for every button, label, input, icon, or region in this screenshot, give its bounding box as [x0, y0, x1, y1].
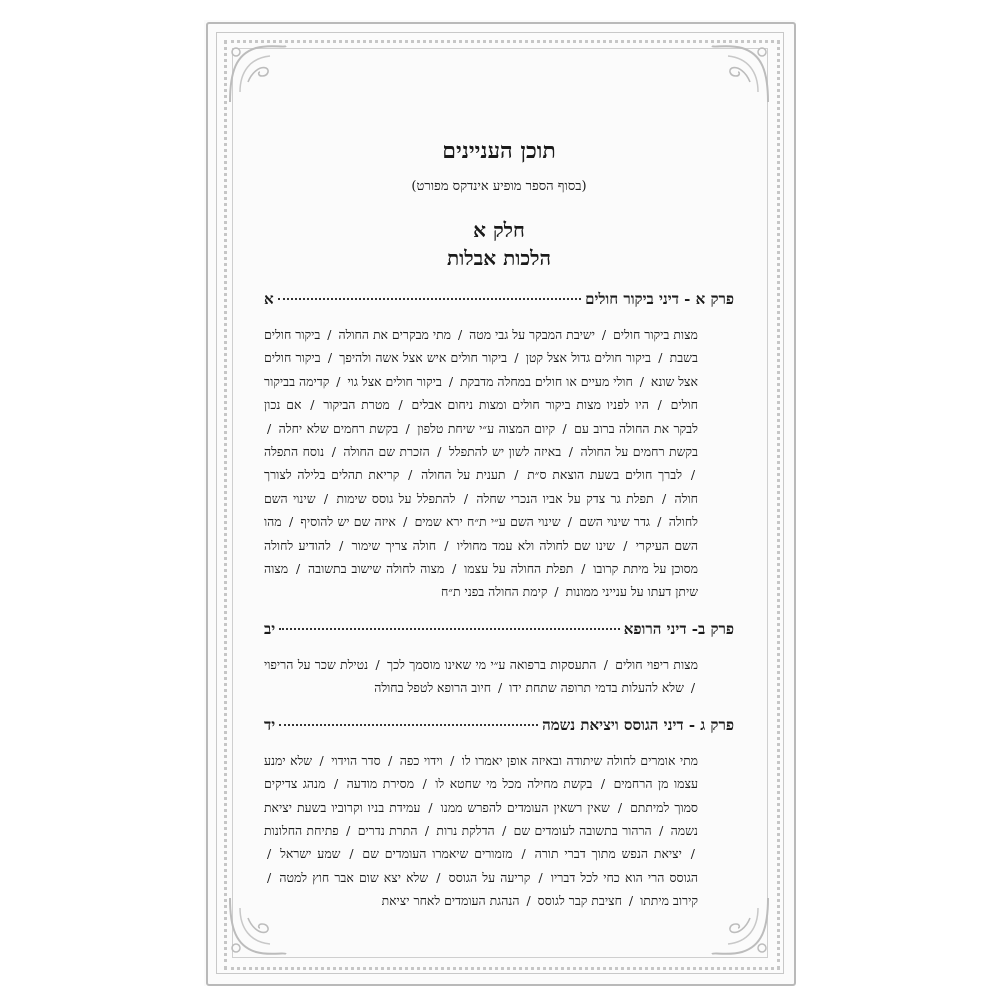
topic-separator: /: [690, 846, 695, 862]
topic-item: תפלת גר צדק על אביו הנכרי שחלה: [476, 490, 654, 506]
topic-item: מצוה שיתן דעתו על ענייני ממונות: [264, 561, 698, 600]
chapter-title: פרק א - דיני ביקור חולים: [585, 290, 734, 308]
topic-separator: /: [603, 656, 608, 672]
dot-leader: [279, 724, 538, 726]
topic-separator: /: [457, 327, 463, 342]
topic-separator: /: [331, 444, 336, 460]
topic-separator: /: [502, 822, 507, 838]
topic-item: שאין רשאין העומדים להפרש ממנו: [440, 799, 610, 815]
topic-separator: /: [659, 822, 664, 838]
topic-item: התעסקות ברפואה ע״י מי שאינו מוסמך לכך: [387, 656, 597, 672]
topic-item: חציבת קבר לגוסס: [537, 893, 622, 909]
topic-separator: /: [521, 846, 526, 862]
topic-item: שינוי השם לחולה: [264, 490, 698, 530]
topic-separator: /: [375, 656, 380, 672]
topic-separator: /: [498, 680, 503, 696]
topic-item: עמידת בניו וקרוביו בשעת יציאת נשמה: [264, 799, 698, 838]
topic-separator: /: [436, 869, 441, 885]
topic-item: מהו השם העיקרי: [264, 514, 698, 553]
topic-item: ביקור חולים בשבת: [264, 327, 698, 366]
topic-item: מזמורים שיאמרו העומדים שם: [362, 846, 513, 862]
topic-item: מתי מבקרים את החולה: [338, 327, 452, 342]
topic-item: שלא ימנע עצמו מן הרחמים: [264, 752, 698, 792]
topic-separator: /: [452, 561, 457, 577]
chapter-entry: [264, 290, 734, 309]
topic-separator: /: [690, 467, 695, 483]
topic-separator: /: [428, 799, 433, 815]
topic-separator: /: [339, 537, 344, 553]
topic-separator: /: [514, 350, 519, 366]
topic-item: מצות ביקור חולים: [613, 327, 698, 342]
topic-item: קדימה בביקור חולים: [264, 373, 698, 413]
topic-separator: /: [267, 420, 272, 436]
topic-item: הנהגת העומדים לאחר יציאת: [381, 893, 520, 909]
topic-item: פתיחת החלונות: [264, 822, 339, 838]
topic-item: להתפלל על גוסס שימות: [336, 490, 456, 506]
page-subtitle: (בסוף הספר מופיע אינדקס מפורט): [411, 179, 587, 194]
table-of-contents: [264, 138, 734, 929]
chapter-entry: [264, 716, 734, 735]
topic-separator: /: [388, 752, 393, 768]
topic-separator: /: [617, 799, 623, 815]
chapter-topics: [264, 653, 698, 700]
topic-item: מצות ריפוי חולים: [615, 656, 699, 672]
topic-separator: /: [567, 514, 572, 530]
topic-item: יציאת הנפש מתוך דברי תורה: [534, 846, 682, 862]
topic-separator: /: [463, 490, 468, 506]
topic-item: גדר שינוי השם: [579, 514, 650, 530]
topic-separator: /: [408, 467, 413, 483]
chapter-title: פרק ג - דיני הגוסס ויציאת נשמה: [542, 715, 734, 734]
topic-item: הזכרת שם החולה: [343, 444, 430, 460]
chapter-title: פרק ב- דיני הרופא: [623, 619, 734, 638]
topic-separator: /: [267, 846, 272, 862]
topic-item: סדר הוידוי: [331, 752, 381, 768]
topic-separator: /: [310, 397, 315, 413]
topic-item: ביקור חולים אצל גוי: [347, 373, 442, 389]
topic-item: להודיע לחולה מסוכן על מיתת קרובו: [264, 537, 698, 577]
topic-item: באיזה לשון יש להתפלל: [448, 444, 562, 460]
corner-ornament-icon: [226, 42, 290, 106]
chapter-page-number: א: [264, 290, 274, 308]
topic-separator: /: [581, 561, 586, 577]
dot-leader: [278, 298, 581, 300]
part-name: הלכות אבלות: [446, 246, 552, 270]
topic-separator: /: [424, 822, 430, 838]
topic-item: חולה צריך שימור: [351, 537, 437, 553]
topic-separator: /: [403, 514, 408, 530]
topic-separator: /: [327, 327, 332, 342]
chapter-page-number: יד: [264, 715, 276, 734]
dot-leader: [279, 628, 620, 630]
topic-item: שלא להעלות בדמי תרופה שתחת ידו: [509, 680, 684, 696]
topic-separator: /: [444, 537, 449, 553]
topic-item: מטרת הביקור: [323, 397, 390, 413]
topic-item: שלא יצא שום אבר חוץ למטה: [279, 869, 429, 885]
topic-item: נוסח התפלה: [264, 444, 325, 460]
topic-separator: /: [422, 776, 427, 792]
topic-separator: /: [658, 350, 663, 366]
topic-item: איזה שם יש להוסיף: [300, 514, 396, 530]
topic-item: חיוב הרופא לטפל בחולה: [374, 680, 492, 696]
topic-item: קירוב מיתתו: [640, 893, 698, 909]
topic-separator: /: [628, 893, 634, 909]
topic-item: ביקור חולים אצל שונא: [264, 350, 698, 389]
topic-separator: /: [295, 561, 301, 577]
topic-separator: /: [448, 373, 454, 389]
topic-separator: /: [327, 350, 333, 366]
topic-separator: /: [336, 373, 341, 389]
topic-item: קימת החולה בפני ת״ח: [440, 584, 548, 600]
topic-separator: /: [349, 846, 354, 862]
topic-separator: /: [568, 444, 573, 460]
topic-item: חולי מעיים או חולים במחלה מדבקת: [460, 373, 633, 389]
topic-separator: /: [405, 420, 410, 436]
topic-item: קיום המצוה ע״י שיחת טלפון: [417, 420, 556, 436]
topic-separator: /: [346, 822, 351, 838]
topic-separator: /: [514, 467, 519, 483]
topic-separator: /: [437, 444, 442, 460]
topic-separator: /: [661, 490, 667, 506]
chapter-page-number: יב: [264, 619, 276, 638]
topic-item: מסירת מודעה: [346, 776, 415, 792]
topic-item: ישיבת המבקר על גבי מטה: [469, 327, 595, 342]
topic-separator: /: [538, 869, 543, 885]
topic-item: היו לפניו מצות ביקור חולים ומצות ניחום אבלים: [411, 397, 649, 413]
topic-item: קריאת תהלים בלילה לצורך חולה: [264, 467, 698, 506]
topic-item: קריעה על הגוסס: [448, 869, 531, 885]
topic-separator: /: [450, 752, 455, 768]
page-title: תוכן העניינים: [442, 138, 556, 164]
chapter-list: [264, 290, 734, 913]
topic-separator: /: [623, 537, 628, 553]
topic-item: שינוי השם ע״י ת״ח ירא שמים: [414, 514, 561, 530]
topic-item: הדלקת נרות: [436, 822, 495, 838]
chapter-entry: [264, 620, 734, 639]
topic-separator: /: [554, 584, 559, 600]
topic-separator: /: [601, 327, 607, 342]
topic-separator: /: [319, 752, 324, 768]
topic-item: ביקור חולים גדול אצל קטן: [525, 350, 652, 366]
chapter-topics: [264, 749, 698, 913]
topic-separator: /: [333, 776, 339, 792]
topic-item: תפלת החולה על עצמו: [464, 561, 574, 577]
topic-separator: /: [562, 420, 567, 436]
topic-item: ביקור חולים איש אצל אשה ולהיפך: [339, 350, 508, 366]
topic-separator: /: [398, 397, 403, 413]
part-label: חלק א: [473, 218, 525, 242]
topic-item: בקשת רחמים שלא יחלה: [278, 420, 399, 436]
topic-item: מנהג צדיקים סמוך למיתתם: [264, 776, 698, 815]
topic-item: שינו שם לחולה ולא עמד מחוליו: [456, 537, 615, 553]
topic-separator: /: [657, 514, 662, 530]
topic-item: וידוי כפה: [399, 752, 443, 768]
topic-separator: /: [690, 680, 695, 696]
topic-separator: /: [288, 514, 294, 530]
topic-item: מתי אומרים לחולה שיתודה ובאיזה אופן יאמרו לו: [461, 752, 698, 768]
topic-item: בקשת רחמים על החולה: [580, 444, 698, 460]
topic-item: התרת נדרים: [357, 822, 418, 838]
topic-item: אם נכון לבקר את החולה ברוב עם: [264, 397, 698, 436]
topic-item: בקשת מחילה מכל מי שחטא לו: [435, 776, 593, 792]
topic-separator: /: [323, 490, 329, 506]
topic-separator: /: [657, 397, 662, 413]
topic-item: נטילת שכר על הריפוי: [264, 656, 369, 672]
topic-separator: /: [526, 893, 531, 909]
topic-item: הגוסס הרי הוא כחי לכל דבריו: [550, 869, 698, 885]
topic-separator: /: [600, 776, 606, 792]
topic-item: שמע ישראל: [280, 846, 341, 862]
topic-item: הרהור בתשובה לעומדים שם: [513, 822, 652, 838]
topic-item: לברך חולים בשעת הוצאת ס״ת: [527, 467, 683, 483]
topic-separator: /: [639, 373, 644, 389]
chapter-topics: [264, 323, 698, 604]
corner-ornament-icon: [708, 42, 772, 106]
topic-separator: /: [267, 869, 272, 885]
topic-item: מצוה לחולה שישוב בתשובה: [307, 561, 445, 577]
topic-item: תענית על החולה: [421, 467, 506, 483]
